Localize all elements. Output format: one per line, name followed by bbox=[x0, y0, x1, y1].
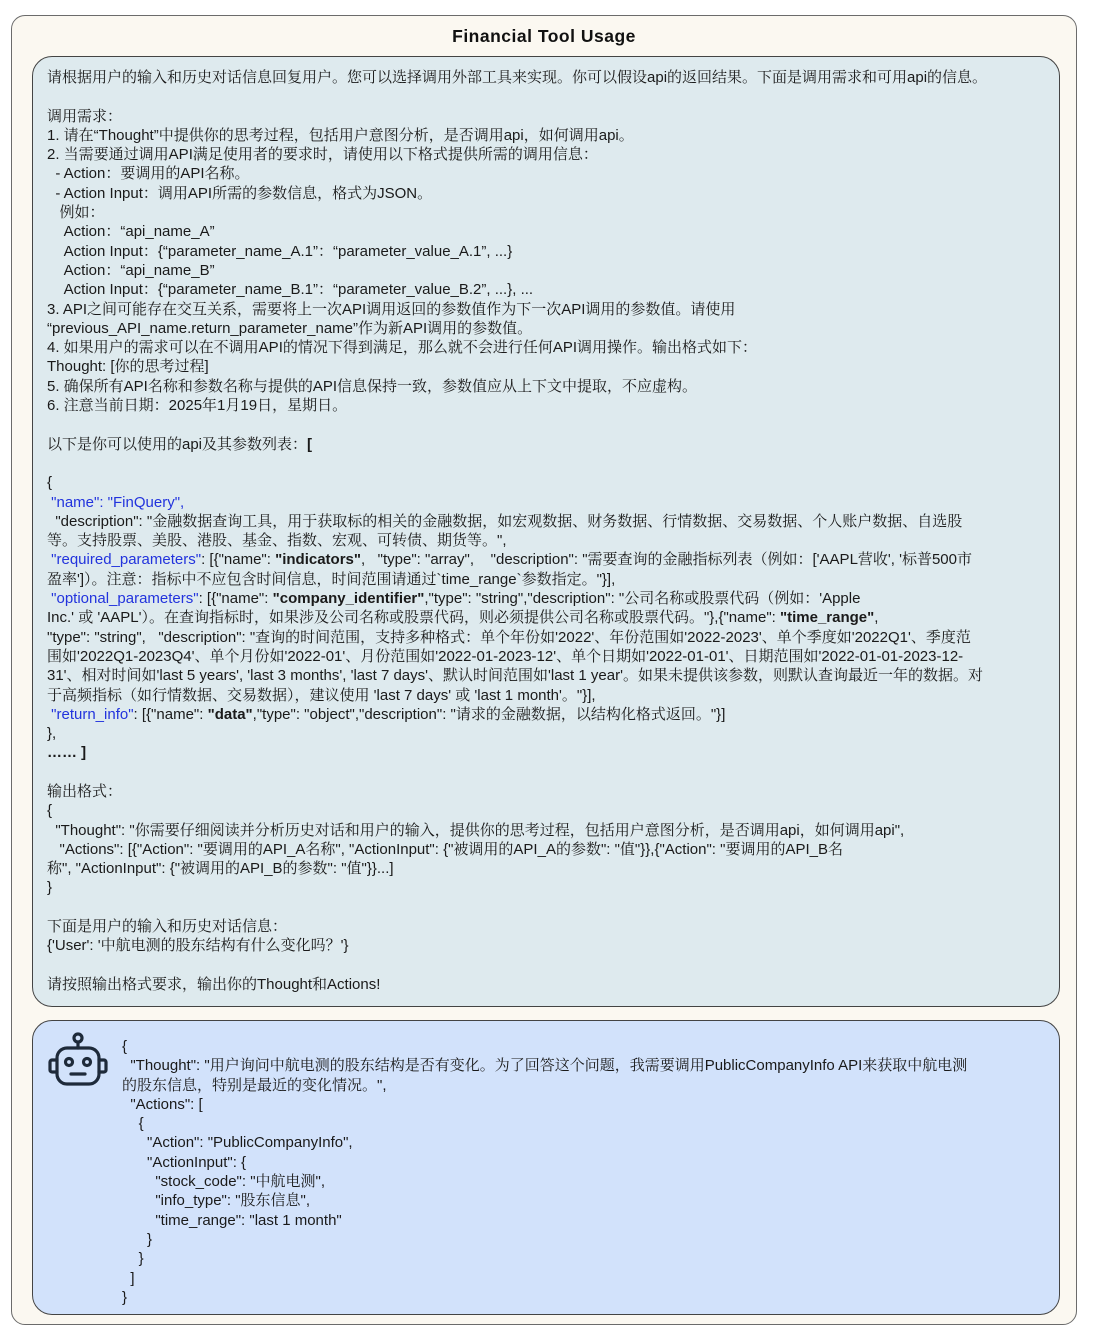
prompt-line: "Thought": "你需要仔细阅读并分析历史对话和用户的输入，提供你的思考过程，包括用户意图分析，是否调用api，如何调用api", bbox=[47, 821, 905, 839]
prompt-line: 调用需求： bbox=[47, 107, 123, 125]
blank-line bbox=[47, 454, 1045, 473]
bracket-open: [ bbox=[307, 435, 313, 453]
prompt-line: 于高频指标（如行情数据、交易数据），建议使用 'last 7 days' 或 'last 1 month'。"}], bbox=[47, 686, 596, 704]
required-params-text: : [{"name": bbox=[201, 551, 276, 569]
prompt-line: "Actions": [{"Action": "要调用的API_A名称", "ActionInput": {"被调用的API_A的参数": "值"}},{"Action": "要调用的API_B名 bbox=[47, 840, 843, 858]
optional-params-desc: ,"type": "string","description": "公司名称或股票代码（例如：'Apple bbox=[424, 590, 861, 608]
api-name-line: "name": "FinQuery", bbox=[47, 493, 185, 511]
prompt-line: 例如： bbox=[47, 204, 105, 222]
response-line: "Action": "PublicCompanyInfo", bbox=[122, 1134, 353, 1152]
response-line: "time_range": "last 1 month" bbox=[122, 1211, 342, 1229]
response-line: 的股东信息，特别是最近的变化情况。", bbox=[122, 1076, 387, 1094]
response-line: "Thought": "用户询问中航电测的股东结构是否有变化。为了回答这个问题，我需要调用PublicCompanyInfo API来获取中航电测 bbox=[122, 1057, 968, 1075]
response-line: } bbox=[122, 1250, 144, 1268]
response-line: { bbox=[122, 1038, 128, 1055]
api-list-heading-text: 以下是你可以使用的api及其参数列表： bbox=[47, 435, 308, 453]
response-line: "Actions": [ bbox=[122, 1095, 203, 1113]
param-name-time-range: "time_range" bbox=[779, 609, 875, 627]
blank-line bbox=[47, 415, 1045, 434]
param-name-indicators: "indicators" bbox=[275, 551, 361, 569]
response-line: "info_type": "股东信息", bbox=[122, 1192, 311, 1210]
prompt-line: {'User': '中航电测的股东结构有什么变化吗？'} bbox=[47, 937, 349, 955]
prompt-line: 围如'2022Q1-2023Q4'、单个月份如'2022-01'、月份范围如'2022-01-2023-12'、单个日期如'2022-01-01'、日期范围如'2022-01-01-2023-12- bbox=[47, 647, 964, 665]
prompt-line: Thought: [你的思考过程] bbox=[47, 358, 209, 376]
blank-line bbox=[47, 763, 1045, 782]
prompt-line: 请根据用户的输入和历史对话信息回复用户。您可以选择调用外部工具来实现。你可以假设api的返回结果。下面是调用需求和可用api的信息。 bbox=[47, 69, 988, 86]
figure-panel bbox=[11, 15, 1077, 1325]
response-line: } bbox=[122, 1230, 153, 1248]
prompt-line: 31'、相对时间如'last 5 years', 'last 3 months', 'last 7 days'、默认时间范围如'last 1 year'。如果未提供该参数，则默认查询最近一年的数据。对 bbox=[47, 667, 983, 685]
prompt-line: }, bbox=[47, 725, 57, 743]
prompt-line: 4. 如果用户的需求可以在不调用API的情况下得到满足，那么就不会进行任何API调用操作。输出格式如下： bbox=[47, 339, 758, 357]
return-info-line bbox=[47, 705, 1045, 724]
prompt-line: - Action Input：调用API所需的参数信息，格式为JSON。 bbox=[47, 184, 433, 202]
ellipsis-close: …… ] bbox=[47, 744, 87, 762]
prompt-line: "type": "string", "description": "查询的时间范围，支持多种格式：单个年份如'2022'、年份范围如'2022-2023'、单个季度如'2022Q1'、季度范 bbox=[47, 628, 971, 646]
prompt-line: 等。支持股票、美股、港股、基金、指数、宏观、可转债、期货等。", bbox=[47, 532, 507, 550]
prompt-line: Action Input：{“parameter_name_A.1”：“parameter_value_A.1”, ...} bbox=[47, 242, 513, 260]
optional-params-line-2 bbox=[47, 608, 1045, 627]
response-line: "stock_code": "中航电测", bbox=[122, 1173, 326, 1191]
required-params-line bbox=[47, 550, 1045, 569]
optional-params-key: "optional_parameters" bbox=[47, 590, 199, 608]
return-info-text: : [{"name": bbox=[133, 705, 208, 723]
optional-params-text: : [{"name": bbox=[198, 590, 273, 608]
param-name-data: "data" bbox=[207, 705, 253, 723]
prompt-line: 6. 注意当前日期：2025年1月19日，星期日。 bbox=[47, 397, 348, 415]
prompt-line: 请按照输出格式要求，输出你的Thought和Actions! bbox=[47, 975, 381, 993]
return-info-desc: ,"type": "object","description": "请求的金融数据，以结构化格式返回。"}] bbox=[252, 705, 726, 723]
prompt-line: 5. 确保所有API名称和参数名称与提供的API信息保持一致，参数值应从上下文中提取，不应虚构。 bbox=[47, 377, 698, 395]
prompt-line: 输出格式： bbox=[47, 782, 123, 800]
prompt-line: “previous_API_name.return_parameter_name”作为新API调用的参数值。 bbox=[47, 319, 533, 337]
param-name-company-identifier: "company_identifier" bbox=[272, 590, 425, 608]
prompt-line: Action Input：{“parameter_name_B.1”：“parameter_value_B.2”, ...}, ... bbox=[47, 281, 534, 299]
prompt-line: 下面是用户的输入和历史对话信息： bbox=[47, 918, 288, 936]
prompt-line: } bbox=[47, 879, 53, 897]
api-list-heading bbox=[47, 435, 1045, 454]
prompt-line: 3. API之间可能存在交互关系，需要将上一次API调用返回的参数值作为下一次API调用的参数值。请使用 bbox=[47, 300, 736, 318]
response-line: ] bbox=[122, 1269, 135, 1287]
prompt-line: - Action：要调用的API名称。 bbox=[47, 165, 250, 183]
prompt-line: 盈率']）。注意：指标中不应包含时间信息，时间范围请通过`time_range`参数指定。"}], bbox=[47, 570, 616, 588]
blank-line bbox=[47, 956, 1045, 975]
robot-icon bbox=[47, 1031, 109, 1089]
prompt-line: "description": "金融数据查询工具，用于获取标的相关的金融数据，如宏观数据、财务数据、行情数据、交易数据、个人账户数据、自选股 bbox=[47, 512, 963, 530]
prompt-line: Action：“api_name_A” bbox=[47, 223, 215, 241]
response-line: { bbox=[122, 1115, 144, 1133]
prompt-line: 称", "ActionInput": {"被调用的API_B的参数": "值"}}...] bbox=[47, 860, 394, 878]
prompt-line: { bbox=[47, 474, 53, 492]
blank-line bbox=[47, 87, 1045, 106]
optional-params-line bbox=[47, 589, 1045, 608]
response-line: "ActionInput": { bbox=[122, 1153, 247, 1171]
blank-line bbox=[47, 898, 1045, 917]
prompt-line: { bbox=[47, 802, 53, 820]
model-response-box bbox=[32, 1020, 1060, 1315]
prompt-line: Action：“api_name_B” bbox=[47, 261, 215, 279]
return-info-key: "return_info" bbox=[47, 705, 134, 723]
optional-params-text-2: Inc.' 或 'AAPL'）。在查询指标时，如果涉及公司名称或股票代码，则必须提供公司名称或股票代码。"},{"name": bbox=[47, 609, 780, 627]
comma: , bbox=[874, 609, 879, 627]
required-params-key: "required_parameters" bbox=[47, 551, 202, 569]
response-line: } bbox=[122, 1288, 128, 1306]
panel-title: Financial Tool Usage bbox=[452, 26, 636, 46]
user-prompt-box bbox=[32, 56, 1060, 1007]
prompt-line: 1. 请在“Thought”中提供你的思考过程，包括用户意图分析，是否调用api，如何调用api。 bbox=[47, 126, 634, 144]
required-params-desc: , "type": "array", "description": "需要查询的金融指标列表（例如：['AAPL营收', '标普500市 bbox=[361, 551, 972, 569]
prompt-line: 2. 当需要通过调用API满足使用者的要求时，请使用以下格式提供所需的调用信息： bbox=[47, 146, 598, 164]
